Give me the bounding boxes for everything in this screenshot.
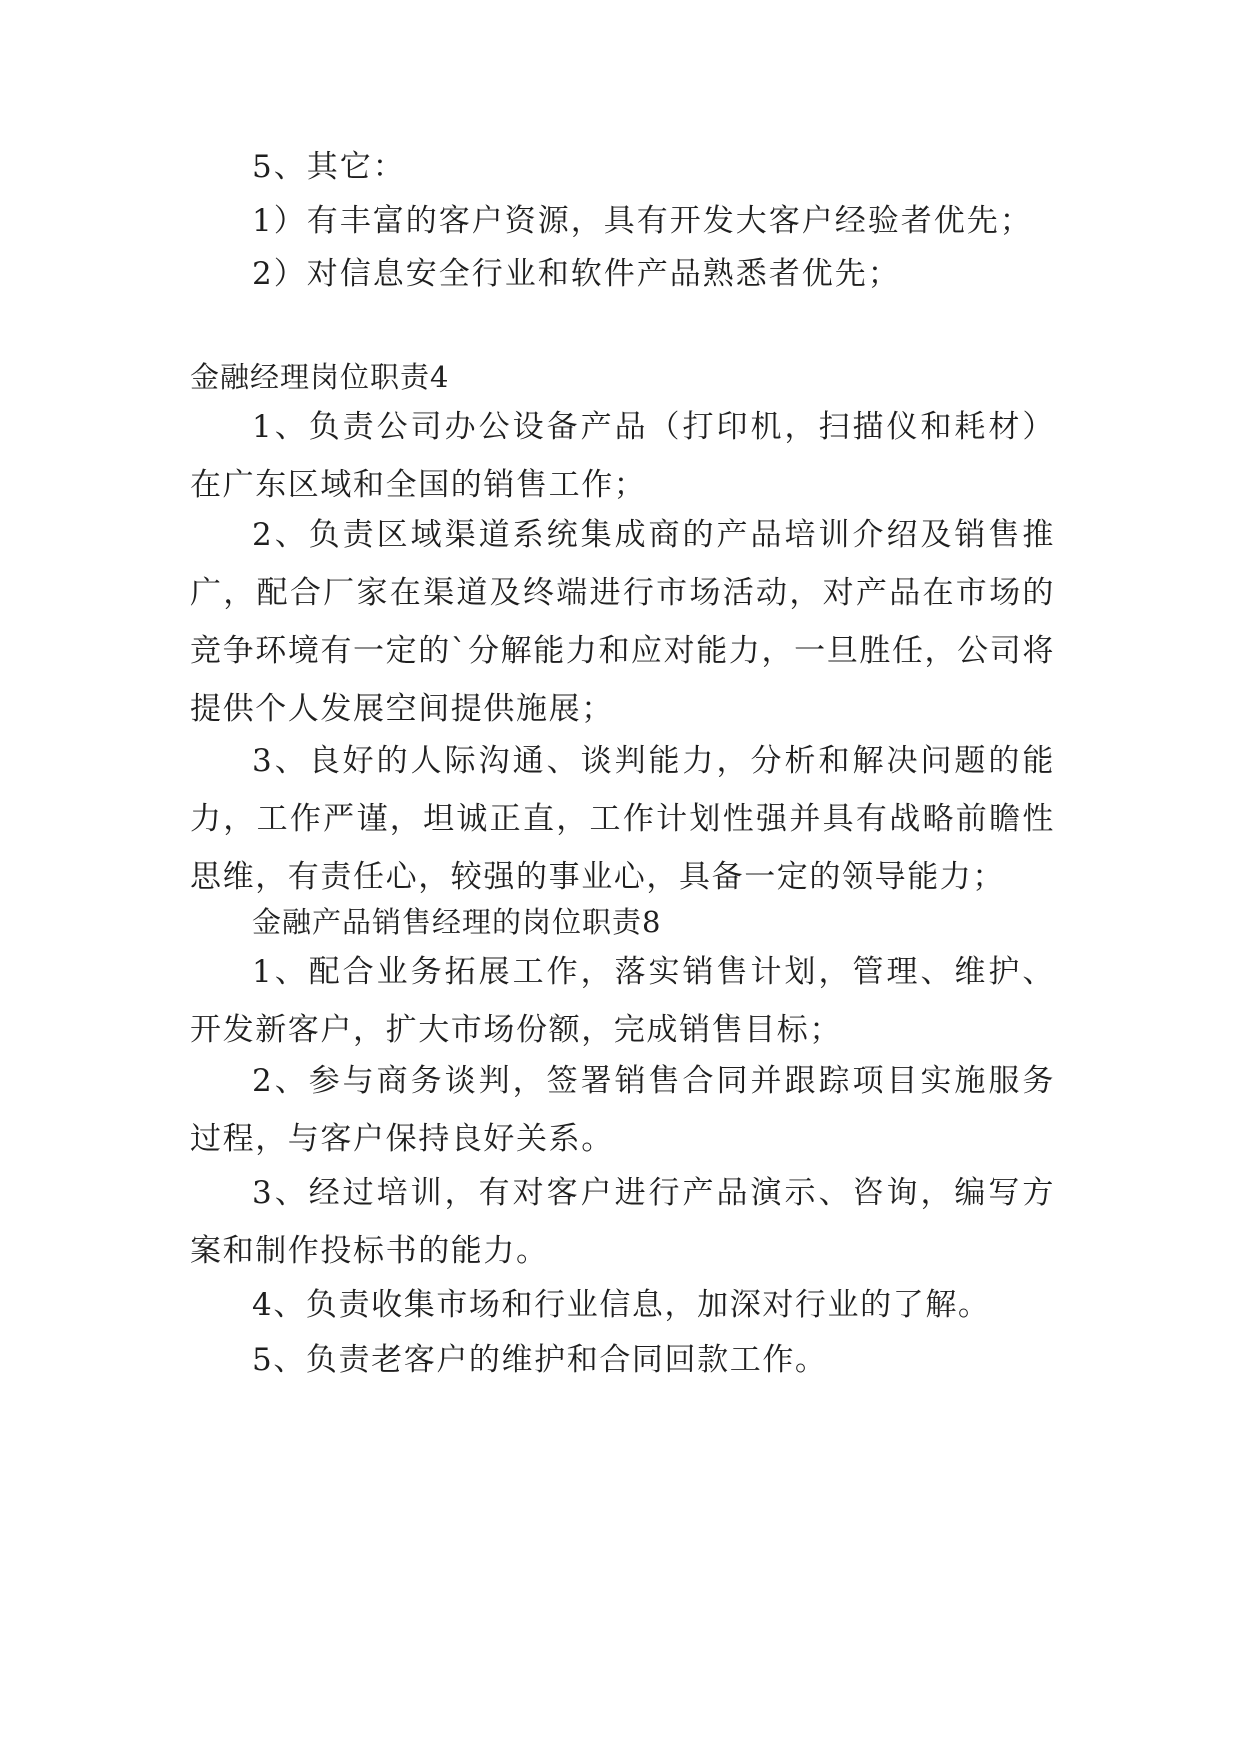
section-8-item-3: 3、经过培训，有对客户进行产品演示、咨询，编写方案和制作投标书的能力。: [190, 1175, 1055, 1269]
section-4-item-2: 2、负责区域渠道系统集成商的产品培训介绍及销售推广，配合厂家在渠道及终端进行市场活动，对产品在市场的竞争环境有一定的`分解能力和应对能力，一旦胜任，公司将提供个人发展空间提供施展；: [190, 517, 1055, 727]
item-5-1: 1）有丰富的客户资源，具有开发大客户经验者优先；: [252, 203, 1033, 239]
section-8-title: 金融产品销售经理的岗位职责8: [252, 905, 662, 939]
item-5-other: 5、其它：: [252, 149, 406, 185]
item-5-2: 2）对信息安全行业和软件产品熟悉者优先；: [252, 256, 901, 292]
section-4-title: 金融经理岗位职责4: [190, 360, 450, 394]
section-8-item-5: 5、负责老客户的维护和合同回款工作。: [252, 1342, 828, 1378]
section-8-item-1: 1、配合业务拓展工作，落实销售计划，管理、维护、开发新客户，扩大市场份额，完成销售目标；: [190, 954, 1055, 1048]
section-4-item-1: 1、负责公司办公设备产品（打印机，扫描仪和耗材）在广东区域和全国的销售工作；: [190, 409, 1055, 503]
section-8-item-4: 4、负责收集市场和行业信息，加深对行业的了解。: [252, 1287, 991, 1323]
section-8-item-2: 2、参与商务谈判，签署销售合同并跟踪项目实施服务过程，与客户保持良好关系。: [190, 1063, 1055, 1157]
section-4-item-3: 3、良好的人际沟通、谈判能力，分析和解决问题的能力，工作严谨，坦诚正直，工作计划性强并具有战略前瞻性思维，有责任心，较强的事业心，具备一定的领导能力；: [190, 743, 1055, 895]
